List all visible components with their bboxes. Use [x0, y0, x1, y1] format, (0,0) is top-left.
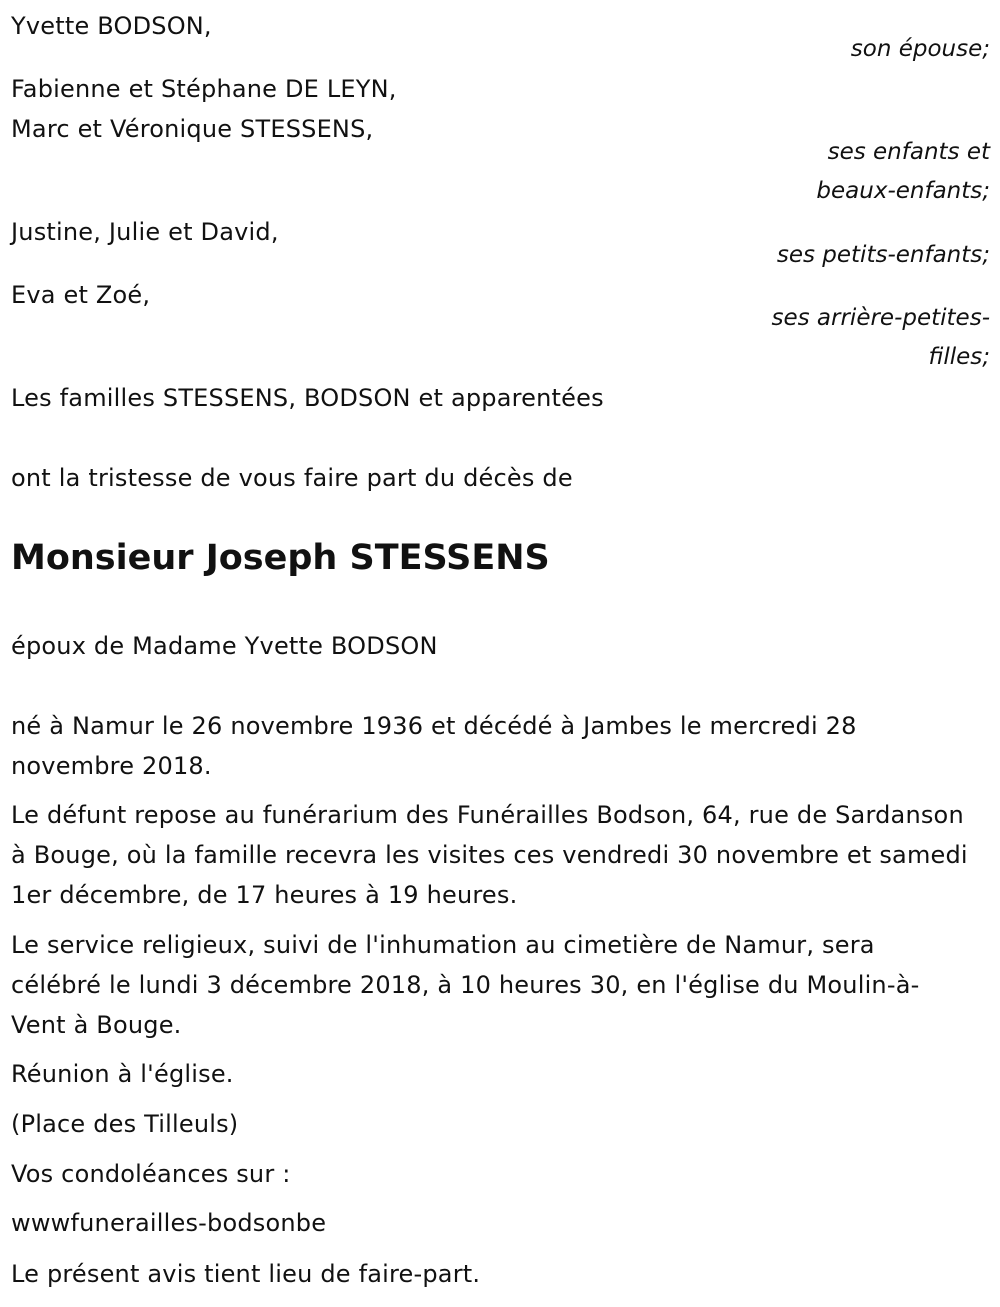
place-line: (Place des Tilleuls) — [11, 1110, 239, 1138]
children-relation-1: ses enfants et — [827, 139, 990, 165]
visitation-paragraph: Le défunt repose au funérarium des Funérailles Bodson, 64, rue de Sardanson à Bouge, où la famille recevra les visites ces vendredi 30 novembre et samedi 1er décembre, de 17 heures à 19 heures. — [11, 801, 968, 909]
children-relation-2: beaux-enfants; — [816, 178, 990, 204]
website-line: wwwfunerailles-bodsonbe — [11, 1209, 327, 1237]
great-grandchildren-relation-2: filles; — [928, 344, 990, 370]
condolences-label: Vos condoléances sur : — [11, 1160, 291, 1188]
announcement-intro: ont la tristesse de vous faire part du décès de — [11, 464, 573, 492]
children-line-2: Marc et Véronique STESSENS, — [11, 115, 374, 143]
deceased-name: Monsieur Joseph STESSENS — [11, 538, 550, 578]
service-paragraph: Le service religieux, suivi de l'inhumation au cimetière de Namur, sera célébré le lundi 3 décembre 2018, à 10 heures 30, en l'église du Moulin-à-Vent à Bouge. — [11, 931, 920, 1039]
grandchildren-names: Justine, Julie et David, — [11, 218, 279, 246]
spouse-name: Yvette BODSON, — [11, 12, 212, 40]
spouse-of-line: époux de Madame Yvette BODSON — [11, 632, 438, 660]
families-line: Les familles STESSENS, BODSON et apparentées — [11, 384, 604, 412]
children-line-1: Fabienne et Stéphane DE LEYN, — [11, 75, 397, 103]
great-grandchildren-relation-1: ses arrière-petites- — [771, 305, 990, 331]
closing-line: Le présent avis tient lieu de faire-part. — [11, 1260, 481, 1288]
birth-death-paragraph: né à Namur le 26 novembre 1936 et décédé à Jambes le mercredi 28 novembre 2018. — [11, 712, 857, 780]
meeting-line: Réunion à l'église. — [11, 1060, 234, 1088]
spouse-relation: son épouse; — [850, 36, 990, 62]
great-grandchildren-names: Eva et Zoé, — [11, 281, 151, 309]
grandchildren-relation: ses petits-enfants; — [776, 242, 990, 268]
